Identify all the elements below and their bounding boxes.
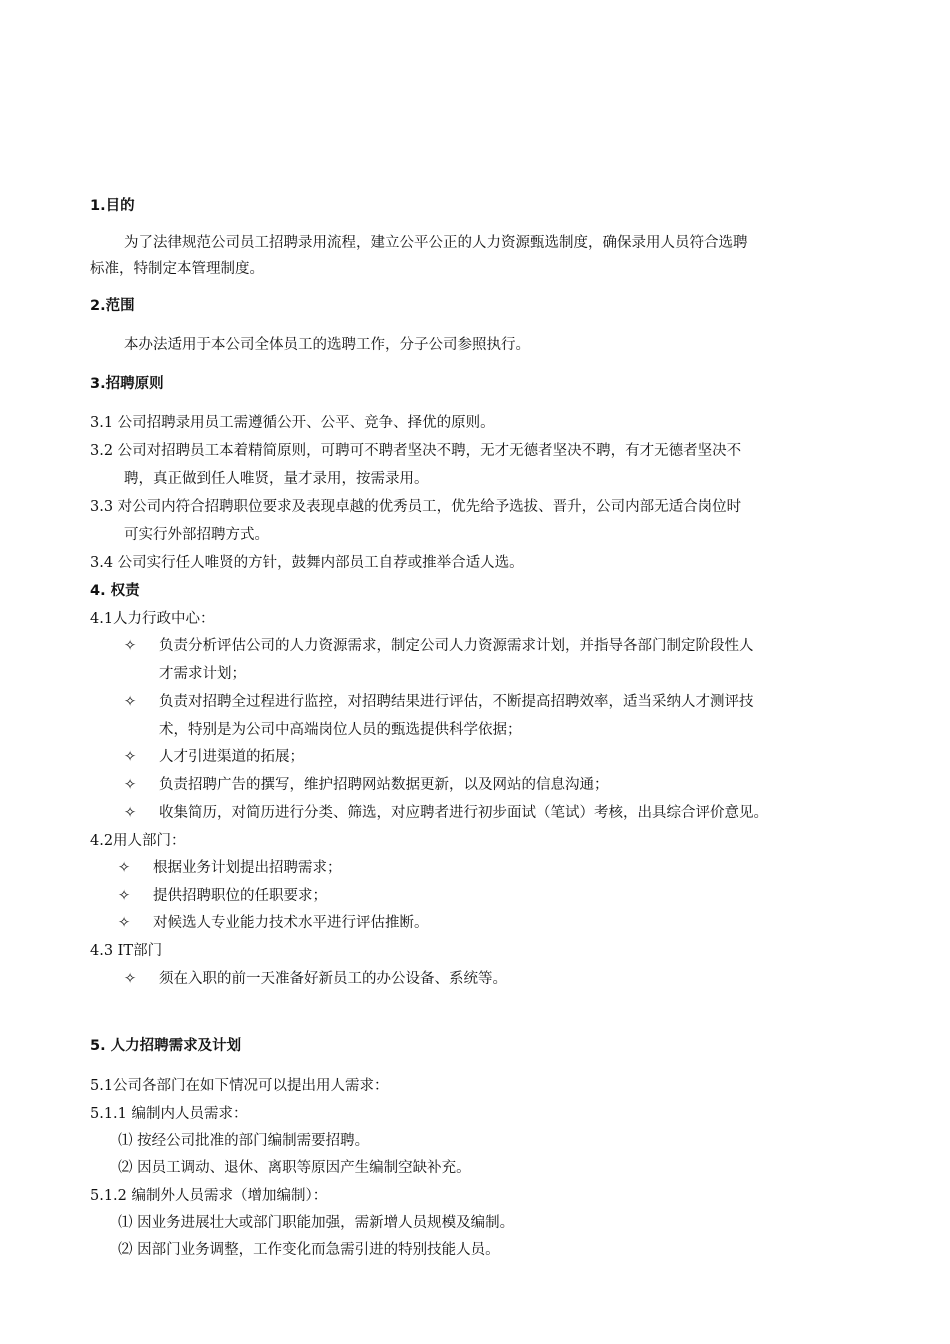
section-4-2-bullet-3: 对候选人专业能力技术水平进行评估推断。 (153, 915, 429, 931)
section-3-item-2-line-2: 聘，真正做到任人唯贤，量才录用，按需录用。 (124, 471, 429, 487)
section-4-1-bullet-1-line-2: 才需求计划； (159, 666, 246, 682)
section-4-2-bullet-1: 根据业务计划提出招聘需求； (153, 860, 342, 876)
bullet-icon: ✧ (118, 860, 131, 876)
section-1-paragraph-line-2: 标准，特制定本管理制度。 (90, 261, 264, 277)
section-5-1-2-item-1: ⑴ 因业务进展壮大或部门职能加强，需新增人员规模及编制。 (118, 1215, 515, 1231)
section-1-paragraph-line-1: 为了法律规范公司员工招聘录用流程，建立公平公正的人力资源甄选制度，确保录用人员符合选聘 (124, 235, 748, 251)
section-3-item-2-line-1: 3.2 公司对招聘员工本着精简原则，可聘可不聘者坚决不聘，无才无德者坚决不聘，有才无德者坚决不 (90, 443, 742, 459)
section-5-1-1-item-1: ⑴ 按经公司批准的部门编制需要招聘。 (118, 1133, 370, 1149)
bullet-icon: ✧ (118, 915, 131, 931)
section-5-title: 5. 人力招聘需求及计划 (90, 1038, 242, 1054)
bullet-icon: ✧ (124, 971, 137, 987)
section-4-1-bullet-1-line-1: 负责分析评估公司的人力资源需求，制定公司人力资源需求计划，并指导各部门制定阶段性人 (159, 638, 754, 654)
section-5-1-2-heading: 5.1.2 编制外人员需求（增加编制）： (90, 1188, 328, 1204)
bullet-icon: ✧ (124, 777, 137, 793)
bullet-icon: ✧ (124, 805, 137, 821)
bullet-icon: ✧ (118, 888, 131, 904)
section-4-1-bullet-2-line-1: 负责对招聘全过程进行监控，对招聘结果进行评估，不断提高招聘效率，适当采纳人才测评技 (159, 694, 754, 710)
section-3-item-1: 3.1 公司招聘录用员工需遵循公开、公平、竞争、择优的原则。 (90, 415, 495, 431)
section-4-1-heading: 4.1人力行政中心： (90, 611, 215, 627)
section-4-1-bullet-3: 人才引进渠道的拓展； (159, 749, 304, 765)
section-4-1-bullet-5: 收集简历，对简历进行分类、筛选，对应聘者进行初步面试（笔试）考核，出具综合评价意见。 (159, 805, 768, 821)
section-5-1-1-heading: 5.1.1 编制内人员需求： (90, 1106, 248, 1122)
section-5-1-2-item-2: ⑵ 因部门业务调整，工作变化而急需引进的特别技能人员。 (118, 1242, 500, 1258)
section-3-title: 3.招聘原则 (90, 376, 164, 392)
section-4-1-bullet-2-line-2: 术，特别是为公司中高端岗位人员的甄选提供科学依据； (159, 722, 522, 738)
section-3-item-4: 3.4 公司实行任人唯贤的方针，鼓舞内部员工自荐或推举合适人选。 (90, 555, 524, 571)
section-2-title: 2.范围 (90, 298, 135, 314)
section-3-item-3-line-2: 可实行外部招聘方式。 (124, 527, 269, 543)
section-5-1-1-item-2: ⑵ 因员工调动、退休、离职等原因产生编制空缺补充。 (118, 1160, 471, 1176)
bullet-icon: ✧ (124, 638, 137, 654)
section-4-2-heading: 4.2用人部门： (90, 833, 186, 849)
section-4-1-bullet-4: 负责招聘广告的撰写，维护招聘网站数据更新，以及网站的信息沟通； (159, 777, 609, 793)
section-1-title: 1.目的 (90, 198, 135, 214)
section-4-2-bullet-2: 提供招聘职位的任职要求； (153, 888, 327, 904)
section-4-3-bullet-1: 须在入职的前一天准备好新员工的办公设备、系统等。 (159, 971, 507, 987)
section-4-3-heading: 4.3 IT部门 (90, 943, 163, 959)
section-3-item-3-line-1: 3.3 对公司内符合招聘职位要求及表现卓越的优秀员工，优先给予选拔、晋升，公司内部无适合岗位时 (90, 499, 742, 515)
section-4-title: 4. 权责 (90, 583, 140, 599)
bullet-icon: ✧ (124, 749, 137, 765)
bullet-icon: ✧ (124, 694, 137, 710)
section-5-1-heading: 5.1公司各部门在如下情况可以提出用人需求： (90, 1078, 389, 1094)
section-2-paragraph: 本办法适用于本公司全体员工的选聘工作，分子公司参照执行。 (124, 337, 530, 353)
